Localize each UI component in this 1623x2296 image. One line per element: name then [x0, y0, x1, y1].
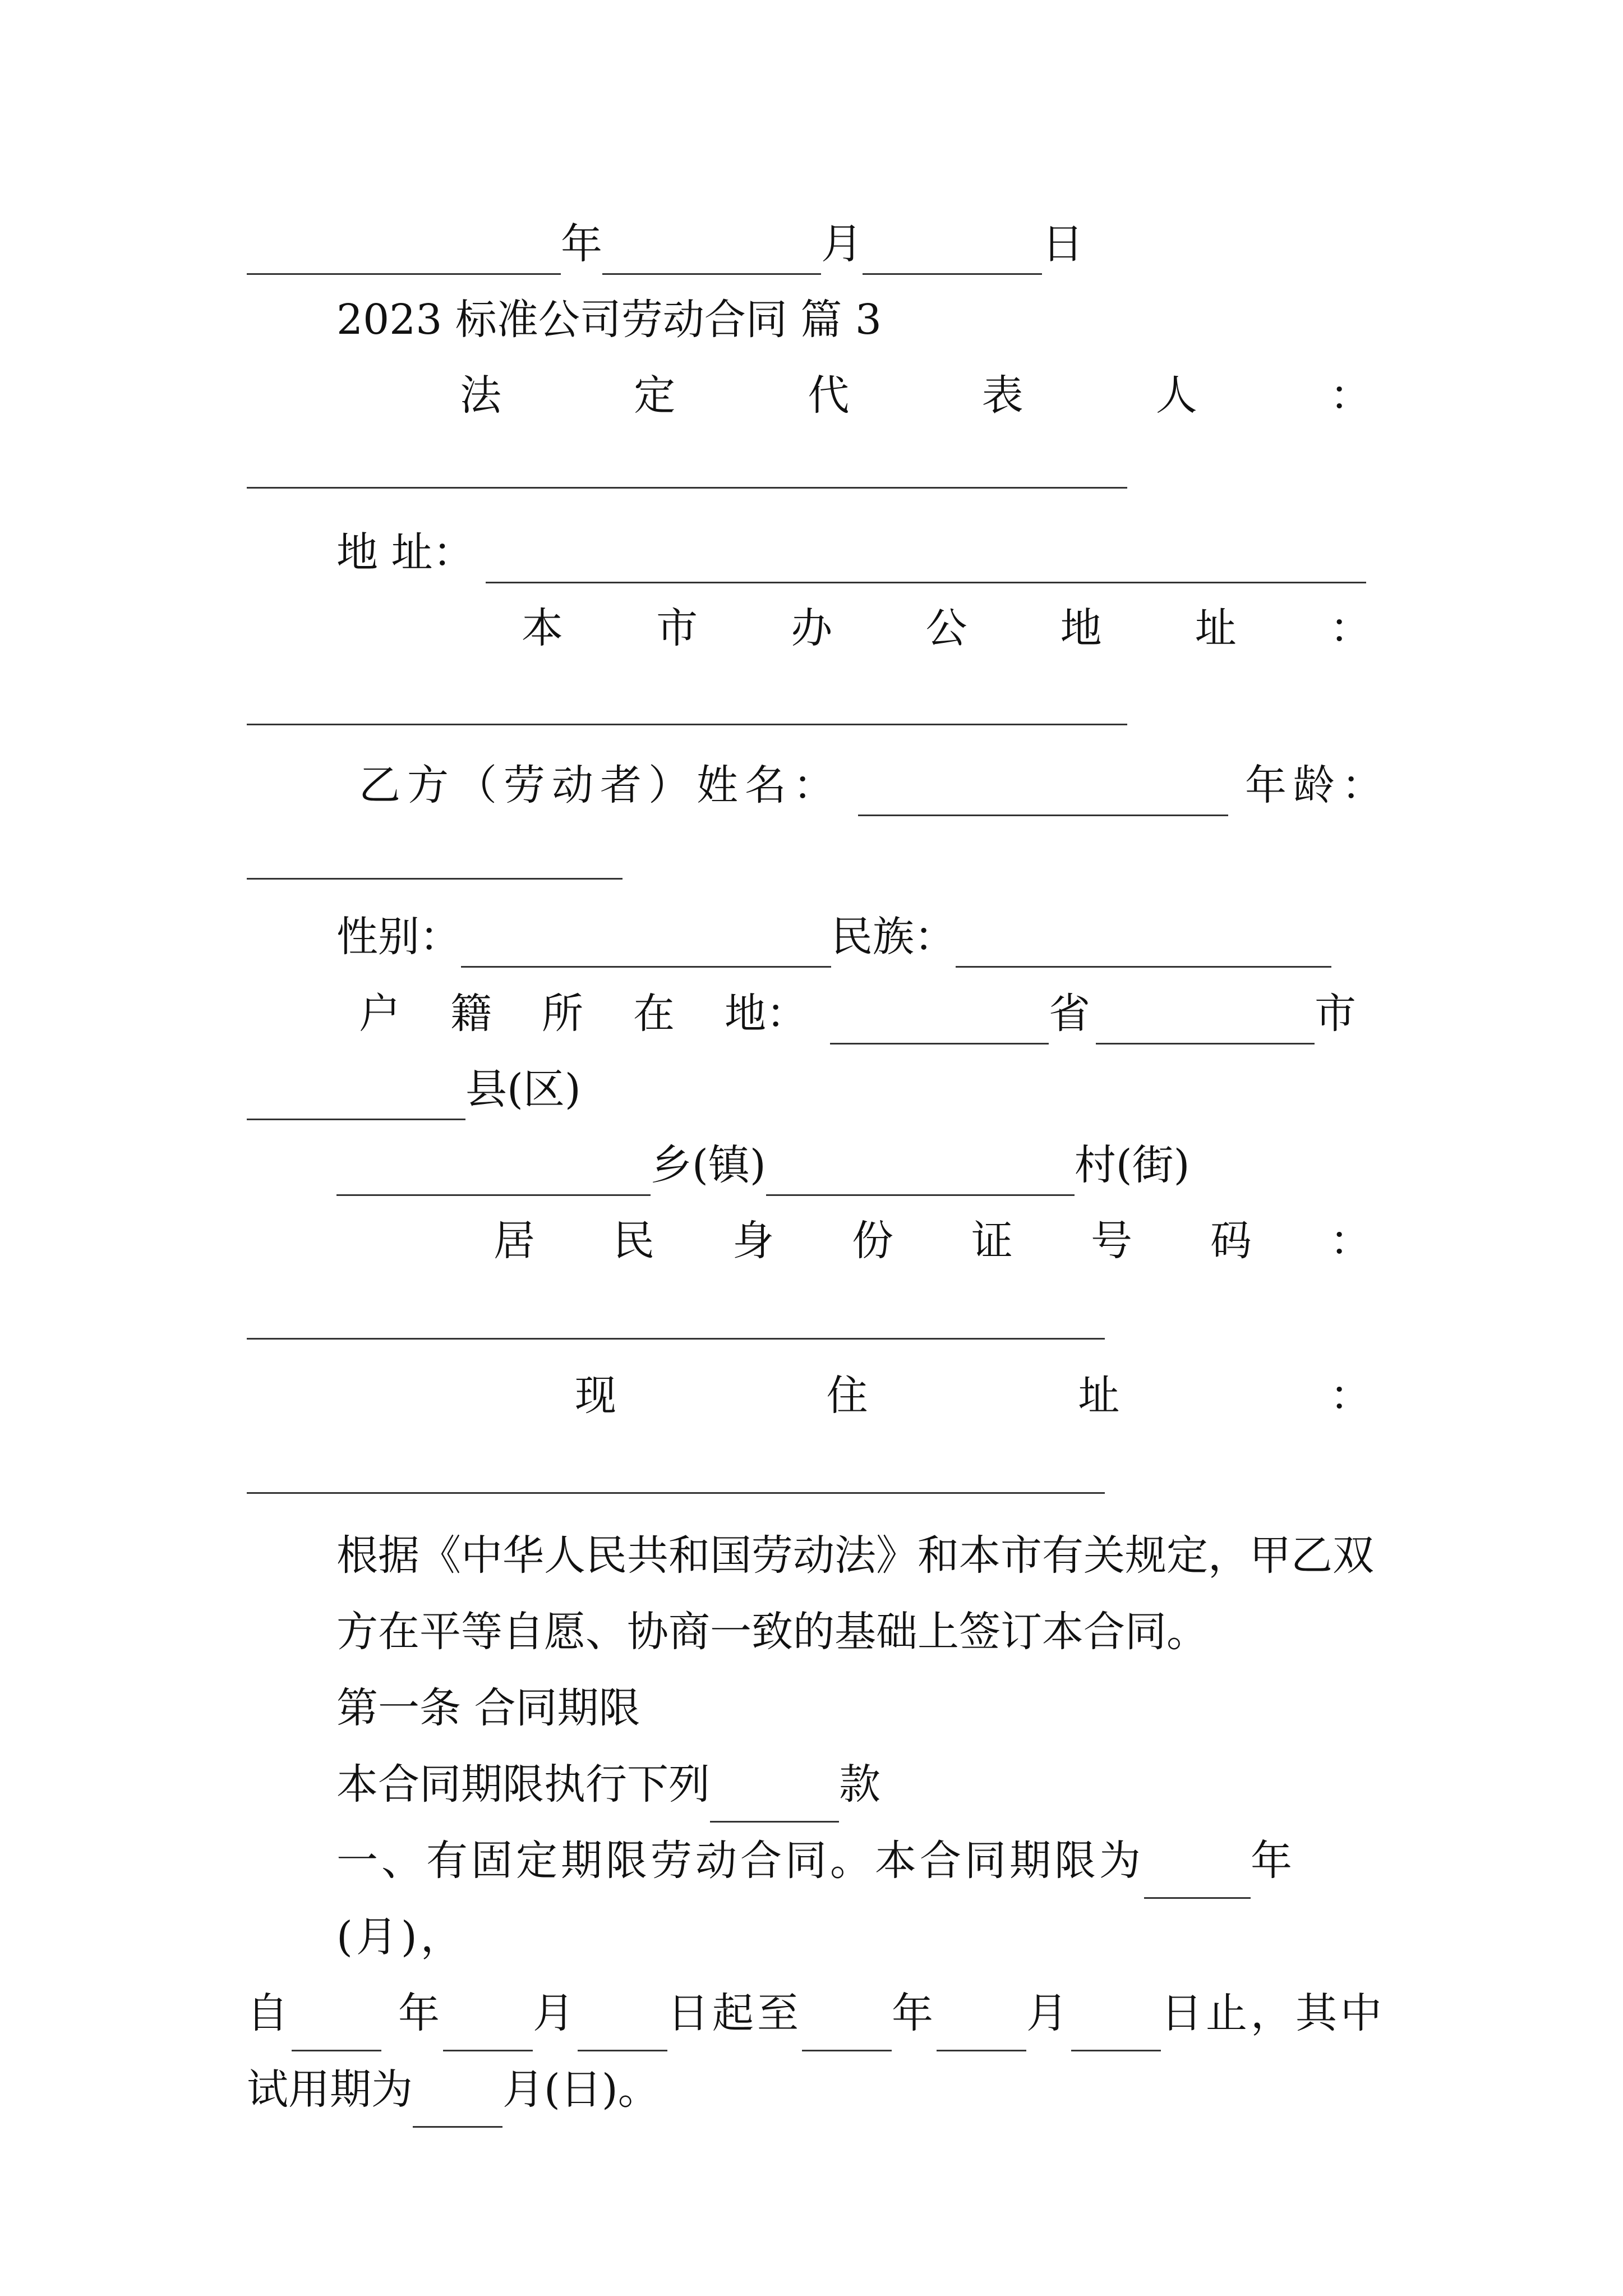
address-line — [336, 522, 1366, 583]
year-blank[interactable] — [247, 231, 561, 275]
household-line — [359, 983, 1356, 1045]
label-char: 人 — [1155, 371, 1197, 420]
label-char: 所 — [542, 990, 583, 1038]
party-b-line — [359, 754, 1390, 816]
legal-rep-label — [247, 365, 1371, 426]
paragraph-legal-basis: 根据《中华人民共和国劳动法》和本市有关规定，甲乙双方在平等自愿、协商一致的基础上签订本合同。 — [336, 1531, 1374, 1656]
label-char: 地 — [1060, 604, 1102, 652]
label-char: 市 — [656, 604, 698, 652]
clause-text: 自 — [247, 1989, 292, 2037]
body-text — [247, 1517, 1385, 2128]
address-label: 地 址： — [336, 528, 474, 577]
clause-text: 月 — [533, 1989, 578, 2037]
age-blank[interactable] — [247, 878, 623, 880]
day-blank[interactable] — [863, 231, 1042, 275]
town-label: 乡(镇) — [651, 1141, 766, 1189]
clause-text: 年 — [892, 1989, 937, 2037]
label-char: 公 — [925, 604, 967, 652]
city-label: 市 — [1315, 990, 1356, 1038]
label-char: ： — [1329, 1372, 1371, 1420]
age-label: 年龄： — [1245, 761, 1390, 809]
clause-text: 试用期为 — [247, 2065, 413, 2114]
label-char: 籍 — [450, 990, 492, 1038]
clause-text: 年 — [398, 1989, 443, 2037]
clause-text: 月 — [1026, 1989, 1071, 2037]
intro-text: 本合同期限执行下列 — [336, 1760, 710, 1809]
county-label: 县(区) — [465, 1065, 581, 1114]
intro-text: 款 — [839, 1760, 880, 1809]
province-label: 省 — [1049, 990, 1090, 1038]
village-blank[interactable] — [766, 1152, 1075, 1196]
address-blank[interactable] — [486, 539, 1366, 583]
label-char: 号 — [1091, 1217, 1132, 1265]
label-char: 证 — [971, 1217, 1013, 1265]
clause-1 — [247, 1823, 1385, 1975]
label-char: ： — [1329, 371, 1371, 420]
label-char: 民 — [613, 1217, 654, 1265]
label-char: 址 — [1195, 604, 1237, 652]
end-year-blank[interactable] — [802, 1996, 892, 2051]
label-char: 定 — [634, 371, 676, 420]
name-blank[interactable] — [858, 772, 1228, 816]
ethnicity-blank[interactable] — [956, 923, 1331, 968]
term-blank[interactable] — [1144, 1843, 1251, 1899]
label-char: 居 — [494, 1217, 535, 1265]
month-label: 月 — [821, 220, 863, 268]
label-char: 份 — [852, 1217, 893, 1265]
contract-heading: 2023 标准公司劳动合同 篇 3 — [336, 296, 882, 344]
article-1-title: 第一条 合同期限 — [336, 1684, 640, 1732]
town-blank[interactable] — [336, 1152, 651, 1196]
label-char: 户 — [359, 990, 400, 1038]
county-blank[interactable] — [247, 1076, 465, 1120]
start-day-blank[interactable] — [578, 1996, 667, 2051]
label-char: 码 — [1210, 1217, 1252, 1265]
clause-1-probation — [247, 2051, 1385, 2128]
clause-text: 日起至 — [667, 1989, 802, 2037]
probation-blank[interactable] — [413, 2072, 502, 2128]
legal-rep-blank[interactable] — [247, 487, 1127, 489]
clause-text: 月(日)。 — [502, 2065, 660, 2114]
label-char: 本 — [522, 604, 563, 652]
city-blank[interactable] — [1096, 1000, 1315, 1045]
id-number-label — [247, 1210, 1371, 1272]
label-char: 在 — [633, 990, 675, 1038]
county-line — [247, 1059, 581, 1120]
label-char: ： — [1330, 1217, 1371, 1265]
end-day-blank[interactable] — [1071, 1996, 1161, 2051]
province-blank[interactable] — [830, 1000, 1049, 1045]
month-blank[interactable] — [602, 231, 821, 275]
year-label: 年 — [561, 220, 602, 268]
id-number-blank[interactable] — [247, 1338, 1105, 1340]
date-line — [247, 213, 1083, 275]
label-char: 代 — [808, 371, 850, 420]
label-char: ： — [1329, 604, 1371, 652]
label-char: 身 — [732, 1217, 774, 1265]
start-year-blank[interactable] — [292, 1996, 381, 2051]
gender-blank[interactable] — [461, 923, 831, 968]
household-label — [359, 983, 808, 1045]
label-char: 址 — [1078, 1372, 1120, 1420]
office-address-blank[interactable] — [247, 724, 1127, 725]
office-address-label — [247, 597, 1371, 659]
article-1-intro — [247, 1746, 1385, 1823]
clause-1-dates — [247, 1975, 1385, 2051]
clause-text: 日止，其中 — [1161, 1989, 1385, 2037]
start-month-blank[interactable] — [443, 1996, 533, 2051]
gender-line — [336, 906, 1331, 968]
day-label: 日 — [1042, 220, 1083, 268]
clause-text: 年(月)， — [336, 1837, 1295, 1961]
clause-text: 一、有固定期限劳动合同。本合同期限为 — [336, 1837, 1144, 1885]
current-address-label — [247, 1365, 1371, 1427]
label-char: 地： — [725, 990, 808, 1038]
name-label: 乙方（劳动者）姓名： — [359, 761, 841, 809]
end-month-blank[interactable] — [937, 1996, 1026, 2051]
clause-choice-blank[interactable] — [710, 1767, 839, 1823]
village-label: 村(街) — [1074, 1141, 1190, 1189]
label-char: 表 — [981, 371, 1023, 420]
current-address-blank[interactable] — [247, 1492, 1105, 1494]
town-line — [336, 1134, 1190, 1196]
ethnicity-label: 民族： — [831, 913, 956, 961]
label-char: 法 — [460, 371, 501, 420]
label-char: 现 — [575, 1372, 616, 1420]
gender-label: 性别： — [336, 913, 461, 961]
label-char: 住 — [826, 1372, 868, 1420]
label-char: 办 — [791, 604, 833, 652]
